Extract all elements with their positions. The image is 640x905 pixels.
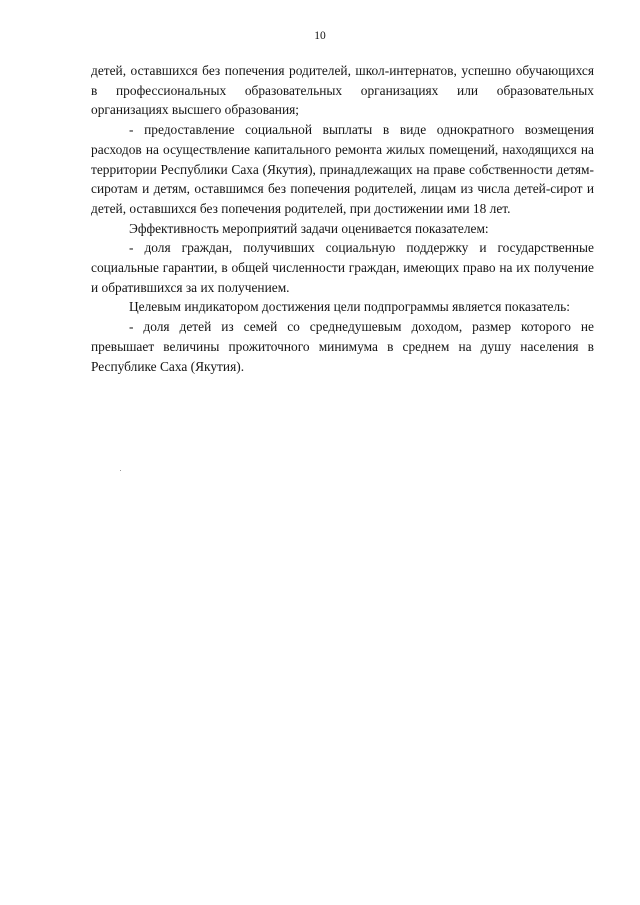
paragraph-efficiency-intro: Эффективность мероприятий задачи оценивается показателем: [129, 220, 489, 236]
paragraph-indicator-share: - доля граждан, получивших социальную поддержку и государственные социальные гарантии, в общей численности граждан, имеющих право на их получение и обратившихся за их получением. [91, 240, 594, 295]
document-body [91, 61, 594, 376]
paragraph-social-payment: - предоставление социальной выплаты в виде однократного возмещения расходов на осуществление капитального ремонта жилых помещений, находящихся на территории Республики Саха (Якутия), принадлежащих на праве собственности детям-сиротам и детям, оставшимся без попечения родителей, лицам из числа детей-сирот и детей, оставшихся без попечения родителей, при достижении ими 18 лет. [91, 122, 594, 216]
paragraph-continuation: детей, оставшихся без попечения родителей, школ-интернатов, успешно обучающихся в профессиональных образовательных организациях или образовательных организациях высшего образования; [91, 63, 594, 118]
scan-speck [120, 470, 121, 471]
paragraph-target-indicator-intro: Целевым индикатором достижения цели подпрограммы является показатель: [129, 299, 571, 315]
paragraph-target-indicator-value: - доля детей из семей со среднедушевым доходом, размер которого не превышает величины прожиточного минимума в среднем на душу населения в Республике Саха (Якутия). [91, 319, 594, 374]
page-number: 10 [314, 30, 326, 42]
